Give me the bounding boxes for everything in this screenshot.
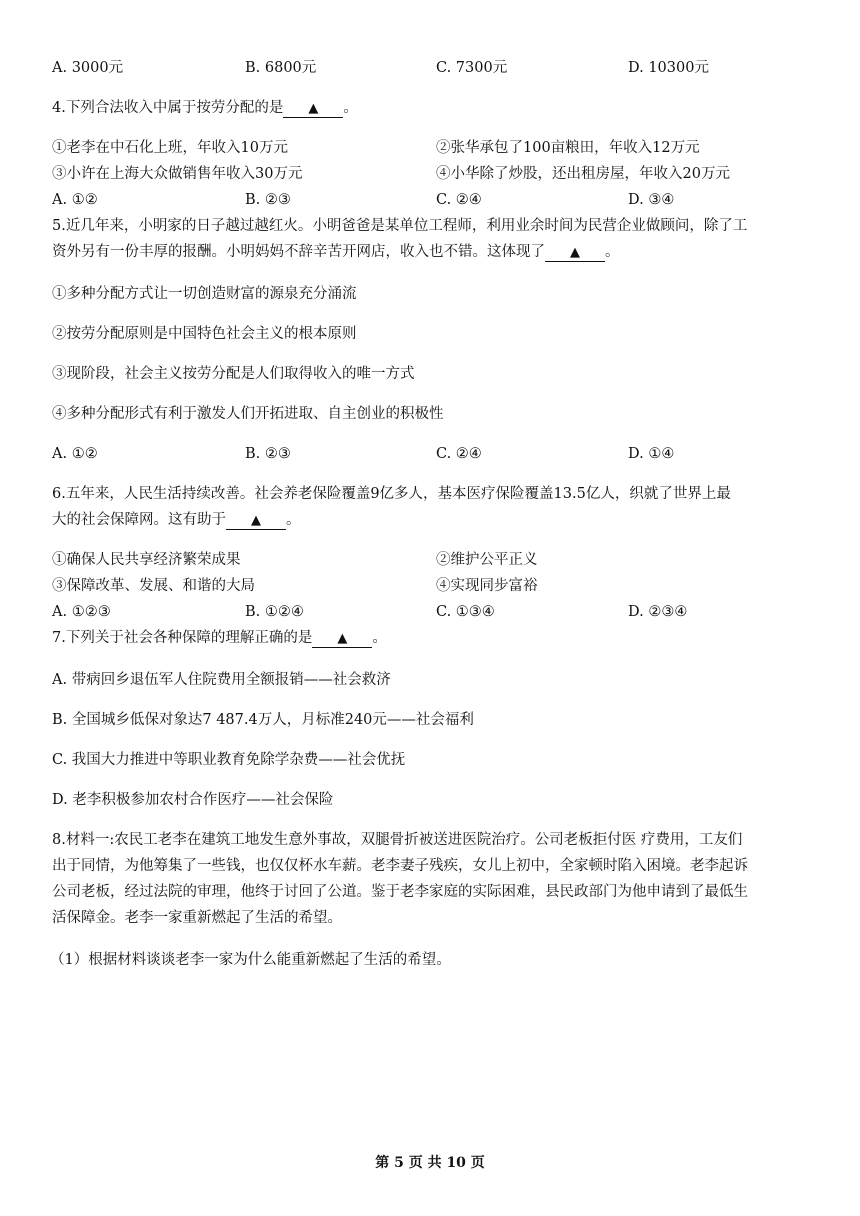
q6-stem-text: 大的社会保障网。这有助于	[52, 512, 226, 528]
q6-stem-line1: 6.五年来，人民生活持续改善。社会养老保险覆盖9亿多人，基本医疗保险覆盖13.5亿人，织就了世界上最	[52, 486, 731, 502]
q8-material-line1: 8.材料一:农民工老李在建筑工地发生意外事故，双腿骨折被送进医院治疗。公司老板拒付医 疗费用，工友们	[52, 832, 743, 848]
q7-option-a: A. 带病回乡退伍军人住院费用全额报销——社会救济	[52, 672, 391, 688]
q4-option-b: B. ②③	[245, 192, 291, 208]
q7-option-d: D. 老李积极参加农村合作医疗——社会保险	[52, 792, 334, 808]
q5-item-1: ①多种分配方式让一切创造财富的源泉充分涌流	[52, 286, 357, 302]
q4-item-1: ①老李在中石化上班，年收入10万元	[52, 140, 288, 156]
q4-option-a: A. ①②	[52, 192, 98, 208]
q6-option-a: A. ①②③	[52, 604, 111, 620]
q6-item-2: ②维护公平正义	[436, 552, 538, 568]
page-footer: 第 5 页 共 10 页	[375, 1155, 485, 1171]
q6-option-c: C. ①③④	[436, 604, 495, 620]
q4-item-4: ④小华除了炒股，还出租房屋，年收入20万元	[436, 166, 730, 182]
q7-stem-end: 。	[372, 630, 387, 646]
q6-option-d: D. ②③④	[628, 604, 688, 620]
q6-stem-line2	[52, 510, 301, 530]
q3-option-b: B. 6800元	[245, 60, 317, 76]
q4-item-3: ③小许在上海大众做销售年收入30万元	[52, 166, 303, 182]
q8-material-line4: 活保障金。老李一家重新燃起了生活的希望。	[52, 910, 342, 926]
q5-item-2: ②按劳分配原则是中国特色社会主义的根本原则	[52, 326, 357, 342]
q3-option-d: D. 10300元	[628, 60, 709, 76]
answer-blank: ▲	[545, 245, 605, 262]
q3-option-a: A. 3000元	[52, 60, 124, 76]
q7-option-c: C. 我国大力推进中等职业教育免除学杂费——社会优抚	[52, 752, 406, 768]
q4-option-d: D. ③④	[628, 192, 675, 208]
q4-option-c: C. ②④	[436, 192, 482, 208]
q5-stem-line2	[52, 242, 620, 262]
q7-stem	[52, 628, 387, 648]
q8-subquestion-1: （1）根据材料谈谈老李一家为什么能重新燃起了生活的希望。	[50, 952, 451, 968]
q4-stem-text: 4.下列合法收入中属于按劳分配的是	[52, 100, 284, 116]
q4-stem	[52, 98, 358, 118]
q5-item-4: ④多种分配形式有利于激发人们开拓进取、自主创业的积极性	[52, 406, 444, 422]
q8-material-line2: 出于同情，为他筹集了一些钱，也仅仅杯水车薪。老李妻子残疾，女儿上初中，全家顿时陷入困境。老李起诉	[52, 858, 748, 874]
answer-blank: ▲	[312, 631, 372, 648]
q6-option-b: B. ①②④	[245, 604, 304, 620]
q6-item-3: ③保障改革、发展、和谐的大局	[52, 578, 255, 594]
q3-option-c: C. 7300元	[436, 60, 508, 76]
q5-item-3: ③现阶段，社会主义按劳分配是人们取得收入的唯一方式	[52, 366, 415, 382]
answer-blank: ▲	[283, 101, 343, 118]
q5-option-b: B. ②③	[245, 446, 291, 462]
q4-item-2: ②张华承包了100亩粮田，年收入12万元	[436, 140, 700, 156]
q5-option-c: C. ②④	[436, 446, 482, 462]
q4-stem-end: 。	[343, 100, 358, 116]
q5-stem-line1: 5.近几年来，小明家的日子越过越红火。小明爸爸是某单位工程师，利用业余时间为民营企业做顾问，除了工	[52, 218, 748, 234]
q5-stem-text: 资外另有一份丰厚的报酬。小明妈妈不辞辛苦开网店，收入也不错。这体现了	[52, 244, 545, 260]
q5-stem-end: 。	[605, 244, 620, 260]
q5-option-d: D. ①④	[628, 446, 675, 462]
q8-material-line3: 公司老板，经过法院的审理，他终于讨回了公道。鉴于老李家庭的实际困难，县民政部门为他申请到了最低生	[52, 884, 748, 900]
q6-item-4: ④实现同步富裕	[436, 578, 538, 594]
answer-blank: ▲	[226, 513, 286, 530]
q6-item-1: ①确保人民共享经济繁荣成果	[52, 552, 241, 568]
q5-option-a: A. ①②	[52, 446, 98, 462]
q7-stem-text: 7.下列关于社会各种保障的理解正确的是	[52, 630, 313, 646]
q6-stem-end: 。	[286, 512, 301, 528]
q7-option-b: B. 全国城乡低保对象达7 487.4万人，月标准240元——社会福利	[52, 712, 474, 728]
